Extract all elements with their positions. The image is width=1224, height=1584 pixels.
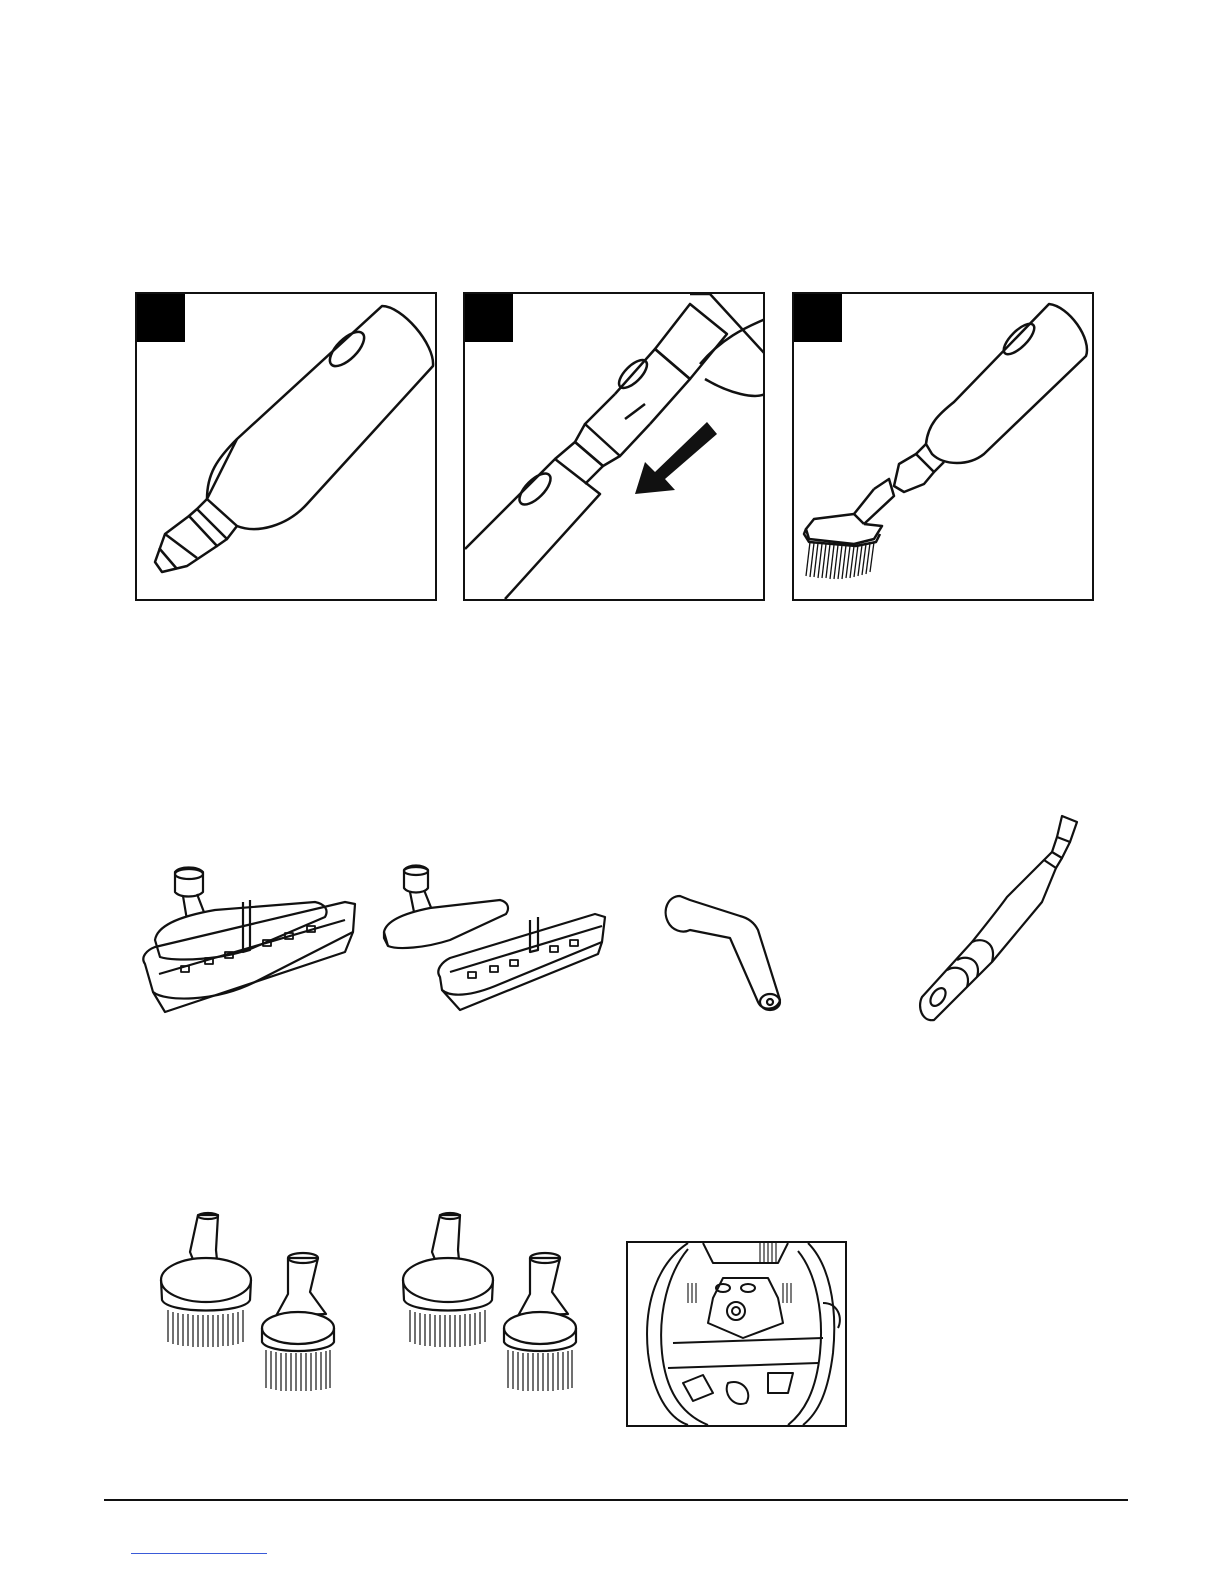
wand-tip-icon <box>137 294 435 599</box>
step-panel-3 <box>792 292 1094 601</box>
round-brushes-icon <box>400 1210 580 1395</box>
floor-tool-icon <box>135 862 365 1022</box>
storage-panel <box>626 1241 847 1427</box>
storage-compartment-icon <box>628 1243 845 1425</box>
extension-tube-icon <box>465 294 763 599</box>
footer-link-underline[interactable] <box>131 1553 267 1554</box>
step-panel-1 <box>135 292 437 601</box>
round-brushes-icon <box>158 1210 338 1395</box>
brush-attach-icon <box>794 294 1092 599</box>
angled-nozzle-icon <box>660 890 790 1020</box>
extension-wand-icon <box>912 812 1092 1027</box>
floor-tool-detached-icon <box>380 862 615 1017</box>
step-panel-2 <box>463 292 765 601</box>
direction-arrow-icon <box>635 422 717 494</box>
footer-divider <box>104 1499 1128 1501</box>
